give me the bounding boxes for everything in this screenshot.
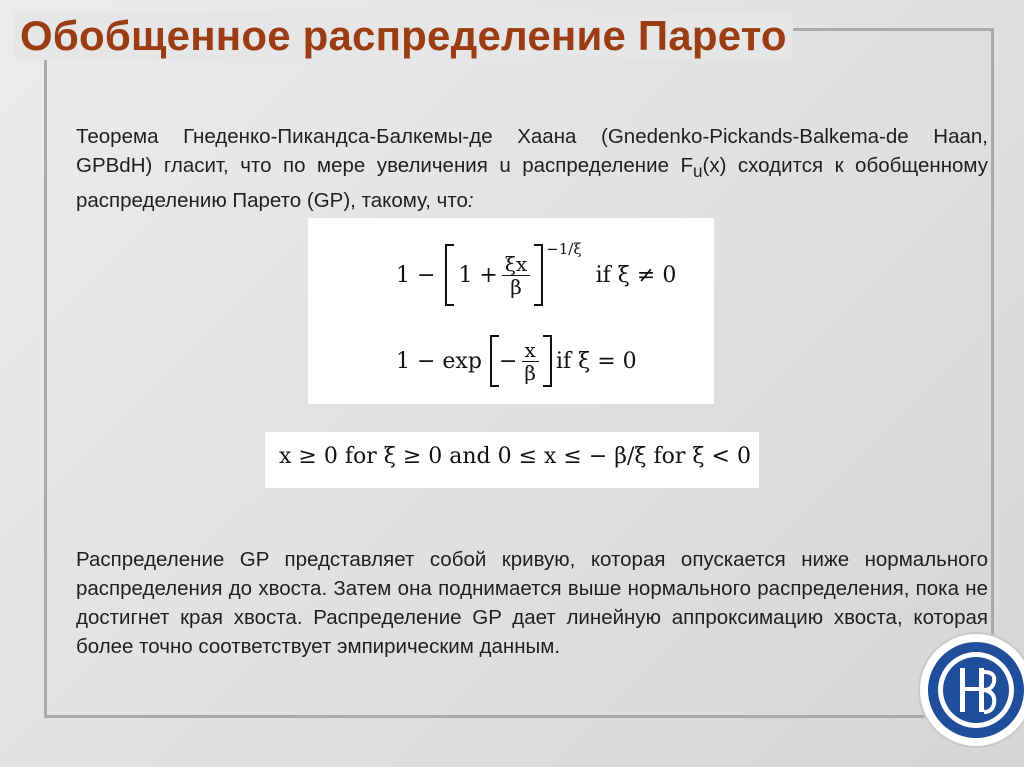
formula-lead: 1 − exp [396,348,482,374]
left-bracket [445,244,454,306]
domain-formula-image [265,432,759,488]
fraction-denominator: β [524,360,536,385]
paragraph-theorem [76,122,988,215]
paragraph-theorem-text: Теорема Гнеденко-Пикандса-Балкемы-де Хаана (Gnedenko-Pickands-Balkema-de Haan, GPBdH) гласит, что по мере увеличения u распределение F [76,125,988,177]
gp-formula-image [308,218,714,404]
subscript-u: u [693,162,703,182]
formula-minus: − [498,348,518,374]
slide-title: Обобщенное распределение Парето [14,12,793,60]
paragraph-theorem-text-end: (x) сходится к обобщенному распределению Парето (GP), такому, что [76,154,988,213]
formula-condition: if ξ = 0 [555,348,637,374]
formula-row-xi-zero [396,330,637,392]
paragraph-colon: : [467,189,474,213]
left-bracket [490,335,499,387]
hse-logo-icon [920,634,1024,746]
formula-row-xi-nonzero [396,240,676,310]
fraction-denominator: β [510,274,522,299]
formula-inner: 1 + [458,262,498,288]
right-bracket [543,335,552,387]
hse-logo [920,634,1024,746]
formula-exponent: −1/ξ [546,240,582,258]
formula-condition: if ξ ≠ 0 [595,262,677,288]
fraction-xi-x-over-beta [502,253,530,298]
fraction-x-over-beta [521,339,539,384]
fraction-numerator: ξx [502,253,530,276]
paragraph-description: Распределение GP представляет собой кривую, которая опускается ниже нормального распределения до хвоста. Затем она поднимается выше нормального распределения, пока не достигнет края хвоста. Распределение GP дает линейную аппроксимацию хвоста, которая более точно соответствует эмпирическим данным. [76,548,988,658]
domain-condition: x ≥ 0 for ξ ≥ 0 and 0 ≤ x ≤ − β/ξ for ξ < 0 [279,444,751,469]
right-bracket [534,244,543,306]
fraction-numerator: x [522,339,539,362]
formula-lead: 1 − [396,262,436,288]
